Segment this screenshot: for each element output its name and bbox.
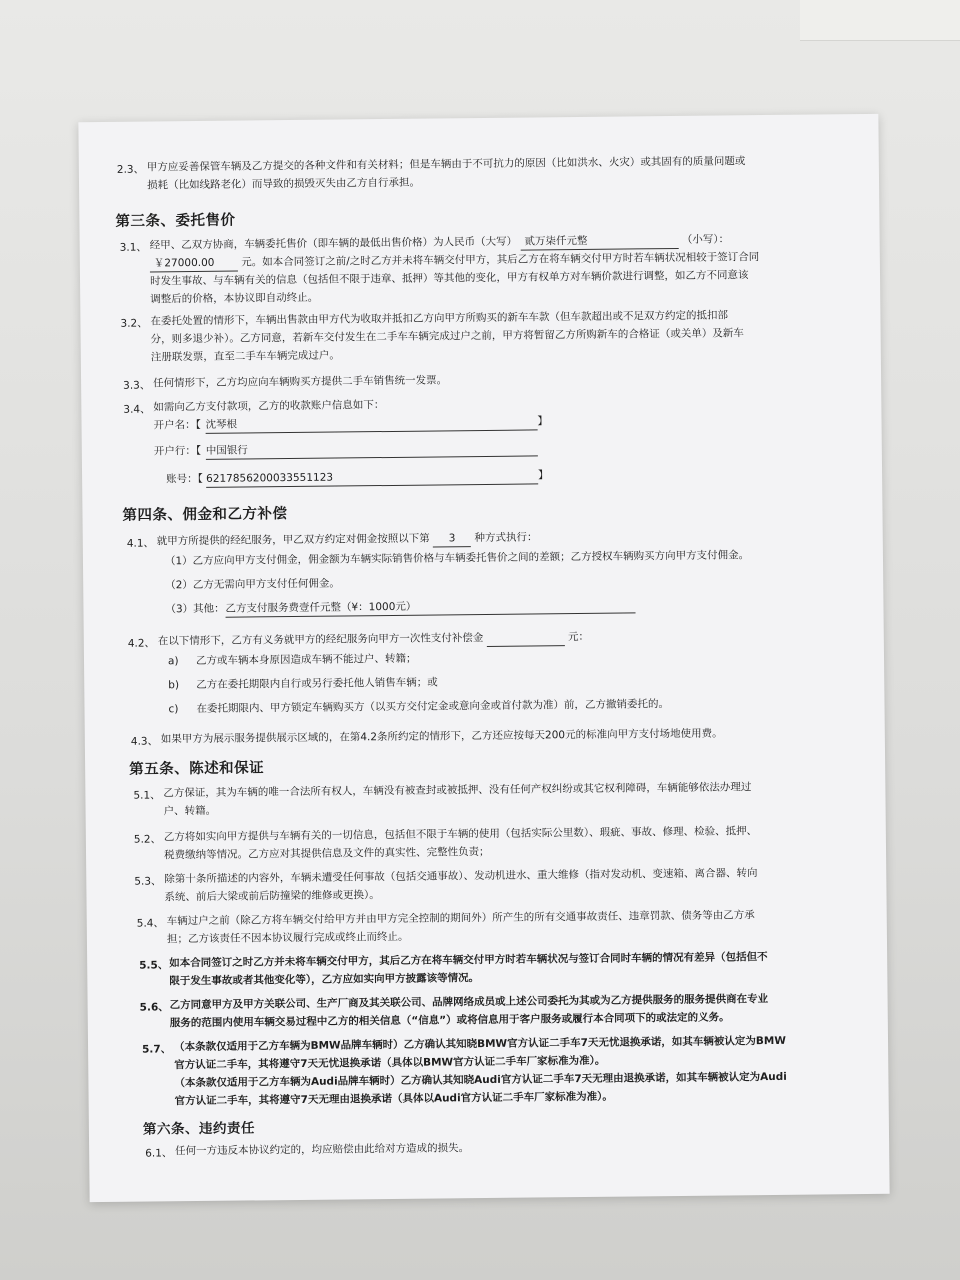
clause-number: 3.1、 <box>119 241 147 254</box>
clause-text: 甲方应妥善保管车辆及乙方提交的各种文件和有关材料；但是车辆由于不可抗力的原因（比如洪水、火灾）或其固有的质量问题或 <box>146 155 746 174</box>
clause-number: 5.4、 <box>136 917 165 930</box>
contract-page <box>78 114 889 1202</box>
price-lowercase-field: ￥27000.00 <box>150 255 238 273</box>
clause-text: 限于发生事故或者其他变化等），乙方应如实向甲方披露该等情况。 <box>169 972 480 988</box>
option-3-label: （3）其他： <box>165 602 225 616</box>
clause-text: 在以下情形下，乙方有义务就甲方的经纪服务向甲方一次性支付补偿金 元： <box>157 630 590 648</box>
clause-text: 户、转籍。 <box>163 804 217 818</box>
clause-text: 时发生事故、与车辆有关的信息（包括但不限于违章、抵押）等其他的变化，甲方有权单方对车辆价款进行调整，如乙方不同意该 <box>149 269 749 288</box>
option-1: （1）乙方应向甲方支付佣金，佣金额为车辆实际销售价格与车辆委托售价之间的差额；乙方授权车辆购买方向甲方支付佣金。 <box>164 549 750 568</box>
account-number-field: 6217856200033551123 <box>206 467 538 487</box>
bracket-close: 】 <box>538 469 549 482</box>
clause-number: 5.3、 <box>134 875 162 888</box>
clause-number: 5.6、 <box>139 1001 169 1014</box>
clause-text: 调整后的价格，本协议即自动终止。 <box>150 291 319 306</box>
clause-number: 5.2、 <box>133 833 162 846</box>
clause-number: 4.2、 <box>127 637 156 650</box>
clause-text: 服务的范围内使用车辆交易过程中乙方的相关信息（“信息”）或将信息用于客户服务或履行本合同项下的或法定的义务。 <box>169 1011 730 1030</box>
clause-text: 经甲、乙双方协商，车辆委托售价（即车辆的最低出售价格）为人民币（大写） 贰万柒仟元整 （小写）： <box>149 233 730 252</box>
clause-text: 任何一方违反本协议约定的，均应赔偿由此给对方造成的损失。 <box>175 1142 470 1158</box>
clause-number: 5.5、 <box>139 959 169 972</box>
clause-text: 如果甲方为展示服务提供展示区域的，在第4.2条所约定的情形下，乙方还应按每天200元的标准向甲方支付场地使用费。 <box>160 727 723 746</box>
clause-text: 如本合同签订之时乙方并未将车辆交付甲方，其后乙方在将车辆交付甲方时若车辆状况与签订合同时车辆的情况有差异（包括但不 <box>169 951 768 970</box>
article-6-heading: 第六条、违约责任 <box>142 1120 255 1138</box>
clause-text: 如需向乙方支付款项，乙方的收款账户信息如下： <box>153 399 385 414</box>
clause-text: 就甲方所提供的经纪服务，甲乙双方约定对佣金按照以下第 3 种方式执行： <box>156 531 538 548</box>
clause-text: （本条款仅适用于乙方车辆为Audi品牌车辆时）乙方确认其知晓Audi官方认证二手车7天无理由退换承诺，如其车辆被认定为Audi <box>174 1070 787 1090</box>
option-3-field: 乙方支付服务费壹仟元整（¥：1000元） <box>225 596 635 617</box>
article-4-heading: 第四条、佣金和乙方补偿 <box>122 506 288 524</box>
compensation-amount-field <box>487 629 565 647</box>
clause-number: 5.1、 <box>133 789 161 802</box>
bracket-close: 】 <box>537 415 549 428</box>
list-marker: a) <box>167 655 179 668</box>
clause-text: 分，则多退少补）。乙方同意，若新车交付发生在二手车车辆完成过户之前，甲方将暂留乙方所购新车的合格证（或关单）及新车 <box>150 327 744 346</box>
commission-option-field: 3 <box>433 530 471 547</box>
bank-label: 开户行：【 <box>153 444 202 458</box>
clause-number: 6.1、 <box>145 1147 173 1160</box>
list-item: 乙方在委托期限内自行或另行委托他人销售车辆；或 <box>196 676 438 692</box>
clause-text: 官方认证二手车，其将遵守7天无忧退换承诺（具体以BMW官方认证二手车厂家标准为准）。 <box>174 1054 606 1072</box>
clause-text: 税费缴纳等情况。乙方应对其提供信息及文件的真实性、完整性负责； <box>163 845 490 862</box>
article-3-heading: 第三条、委托售价 <box>115 212 236 230</box>
bank-field: 中国银行 <box>206 439 538 459</box>
clause-text: 官方认证二手车，其将遵守7天无理由退换承诺（具体以Audi官方认证二手车厂家标准为准）。 <box>174 1090 613 1108</box>
clause-text: ￥27000.00 元。如本合同签订之前/之时乙方并未将车辆交付甲方，其后乙方在将车辆交付甲方时若车辆状况相较于签订合同 <box>150 249 760 272</box>
clause-text: 系统、前后大梁或前后防撞梁的维修或更换）。 <box>164 889 380 904</box>
clause-number: 4.3、 <box>130 735 159 748</box>
account-holder-label: 开户名：【 <box>153 418 201 432</box>
option-2: （2）乙方无需向甲方支付任何佣金。 <box>165 577 340 592</box>
clause-text: （本条款仅适用于乙方车辆为BMW品牌车辆时）乙方确认其知晓BMW官方认证二手车7天无忧退换承诺，如其车辆被认定为BMW <box>173 1034 786 1054</box>
account-holder-field: 沈琴根 <box>205 413 537 433</box>
clause-number: 3.3、 <box>123 379 151 392</box>
clause-number: 5.7、 <box>142 1043 172 1056</box>
background-sticker <box>800 0 960 41</box>
clause-text: 除第十条所描述的内容外，车辆未遭受任何事故（包括交通事故）、发动机进水、重大维修（指对发动机、变速箱、离合器、转向 <box>164 867 758 886</box>
clause-text: 乙方同意甲方及甲方关联公司、生产厂商及其关联公司、品牌网络成员或上述公司委托为其或为乙方提供服务的服务提供商在专业 <box>169 993 769 1012</box>
clause-text: 在委托处置的情形下，车辆出售款由甲方代为收取并抵扣乙方向甲方所购买的新车车款（但车款超出或不足双方约定的抵扣部 <box>150 309 728 328</box>
list-item: 乙方或车辆本身原因造成车辆不能过户、转籍； <box>195 652 417 668</box>
list-marker: c) <box>168 703 179 716</box>
clause-number: 4.1、 <box>126 537 155 550</box>
clause-text: 任何情形下，乙方均应向车辆购买方提供二手车销售统一发票。 <box>153 374 448 390</box>
clause-text: 车辆过户之前（除乙方将车辆交付给甲方并由甲方完全控制的期间外）所产生的所有交通事故责任、违章罚款、债务等由乙方承 <box>166 909 755 928</box>
clause-text: 损耗（比如线路老化）而导致的损毁灭失由乙方自行承担。 <box>146 176 421 192</box>
clause-number: 3.4、 <box>123 403 151 416</box>
clause-text: 担；乙方该责任不因本协议履行完成或终止而终止。 <box>166 930 409 946</box>
account-number-label: 账号：【 <box>166 472 203 486</box>
clause-text: 乙方将如实向甲方提供与车辆有关的一切信息，包括但不限于车辆的使用（包括实际公里数）、瑕疵、事故、修理、检验、抵押、 <box>163 825 758 844</box>
list-item: 在委托期限内、甲方锁定车辆购买方（以买方交付定金或意向金或首付款为准）前，乙方撤销委托的。 <box>196 698 670 716</box>
list-marker: b) <box>168 679 180 692</box>
clause-text: 注册联发票，直至二手车车辆完成过户。 <box>150 349 340 364</box>
clause-number: 2.3、 <box>116 163 145 176</box>
clause-text: 乙方保证，其为车辆的唯一合法所有权人，车辆没有被查封或被抵押、没有任何产权纠纷或其它权利障碍，车辆能够依法办理过 <box>163 781 752 800</box>
article-5-heading: 第五条、陈述和保证 <box>129 760 265 778</box>
price-uppercase-field: 贰万柒仟元整 <box>520 232 678 251</box>
clause-number: 3.2、 <box>120 317 148 330</box>
